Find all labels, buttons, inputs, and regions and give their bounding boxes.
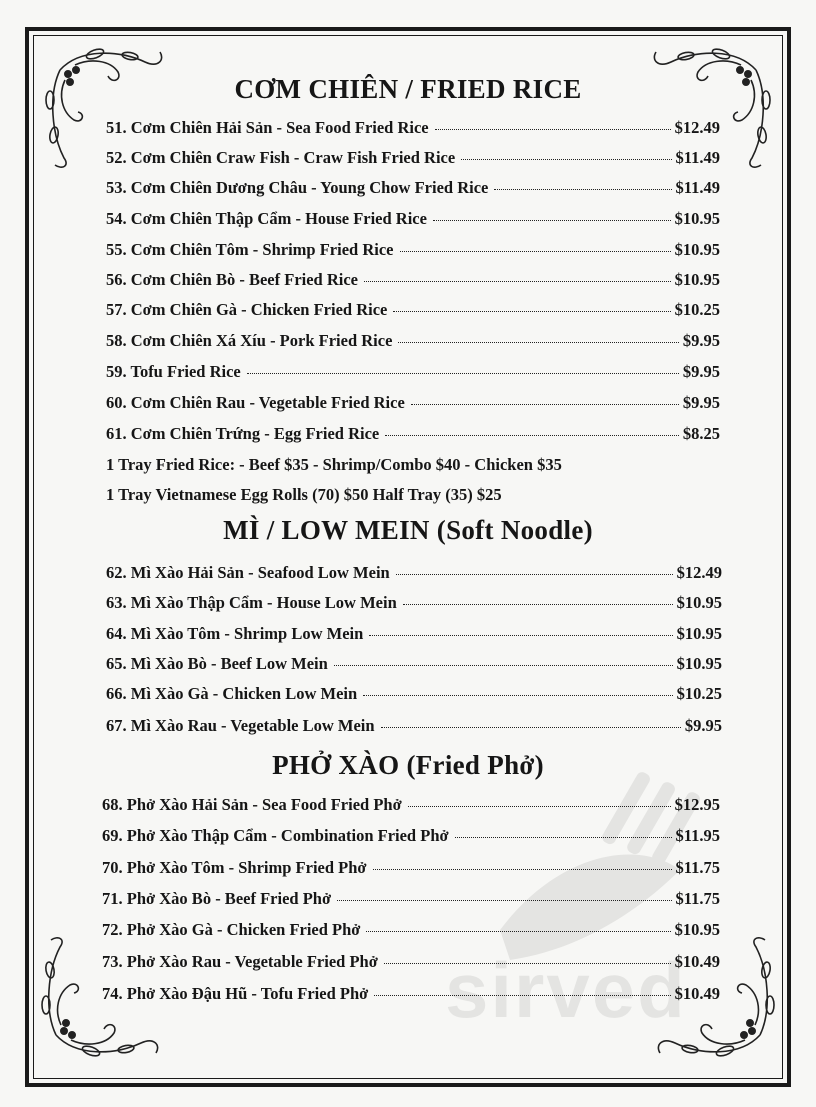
item-name: 54. Cơm Chiên Thập Cẩm - House Fried Rice	[106, 209, 427, 228]
menu-item	[102, 889, 720, 909]
menu-item	[106, 240, 720, 260]
dot-leader	[411, 404, 679, 405]
item-name: 74. Phở Xào Đậu Hũ - Tofu Fried Phở	[102, 984, 369, 1003]
item-name: 59. Tofu Fried Rice	[106, 362, 241, 381]
menu-item	[106, 563, 722, 583]
menu-item	[106, 148, 720, 168]
menu-item	[102, 795, 720, 815]
item-name: 57. Cơm Chiên Gà - Chicken Fried Rice	[106, 300, 388, 319]
item-name: 71. Phở Xào Bò - Beef Fried Phở	[102, 889, 332, 908]
tray-pricing-line: 1 Tray Vietnamese Egg Rolls (70) $50 Half Tray (35) $25	[106, 485, 502, 504]
section-title-fried-rice: CƠM CHIÊN / FRIED RICE	[234, 74, 582, 104]
item-price: $12.95	[674, 795, 720, 814]
item-name: 64. Mì Xào Tôm - Shrimp Low Mein	[106, 624, 364, 643]
tray-pricing-line: 1 Tray Fried Rice: - Beef $35 - Shrimp/Combo $40 - Chicken $35	[106, 455, 562, 474]
item-price: $11.75	[675, 858, 720, 877]
item-price: $11.49	[675, 178, 720, 197]
item-name: 52. Cơm Chiên Craw Fish - Craw Fish Fried Rice	[106, 148, 456, 167]
item-name: 60. Cơm Chiên Rau - Vegetable Fried Rice	[106, 393, 405, 412]
menu-item	[102, 858, 720, 878]
item-price: $10.95	[674, 240, 720, 259]
item-name: 69. Phở Xào Thập Cẩm - Combination Fried Phở	[102, 826, 449, 845]
menu-item	[106, 424, 720, 444]
dot-leader	[455, 837, 672, 838]
item-price: $10.25	[676, 684, 722, 703]
item-name: 55. Cơm Chiên Tôm - Shrimp Fried Rice	[106, 240, 394, 259]
item-price: $11.95	[675, 826, 720, 845]
item-price: $10.95	[676, 624, 722, 643]
menu-item	[106, 684, 722, 704]
menu-item	[106, 716, 722, 736]
item-price: $10.95	[676, 593, 722, 612]
item-price: $10.95	[676, 654, 722, 673]
dot-leader	[247, 373, 679, 374]
dot-leader	[337, 900, 671, 901]
item-price: $10.25	[674, 300, 720, 319]
dot-leader	[369, 635, 672, 636]
menu-item	[106, 393, 720, 413]
item-price: $10.49	[674, 952, 720, 971]
item-price: $10.95	[674, 270, 720, 289]
menu-item	[106, 300, 720, 320]
item-price: $9.95	[682, 393, 720, 412]
item-name: 61. Cơm Chiên Trứng - Egg Fried Rice	[106, 424, 380, 443]
item-price: $10.95	[674, 920, 720, 939]
item-name: 62. Mì Xào Hải Sản - Seafood Low Mein	[106, 563, 390, 582]
dot-leader	[374, 995, 670, 996]
item-name: 56. Cơm Chiên Bò - Beef Fried Rice	[106, 270, 359, 289]
menu-item	[106, 209, 720, 229]
dot-leader	[381, 727, 681, 728]
menu-item	[102, 952, 720, 972]
item-price: $11.75	[675, 889, 720, 908]
menu-item	[102, 826, 720, 846]
item-name: 68. Phở Xào Hải Sản - Sea Food Fried Phở	[102, 795, 402, 814]
item-price: $10.49	[674, 984, 720, 1003]
dot-leader	[396, 574, 673, 575]
menu-item	[106, 118, 720, 138]
item-name: 67. Mì Xào Rau - Vegetable Low Mein	[106, 716, 375, 735]
item-price: $9.95	[684, 716, 722, 735]
dot-leader	[364, 281, 671, 282]
dot-leader	[393, 311, 670, 312]
menu-item	[106, 593, 722, 613]
dot-leader	[363, 695, 672, 696]
item-price: $10.95	[674, 209, 720, 228]
dot-leader	[461, 159, 671, 160]
item-price: $9.95	[682, 331, 720, 350]
item-name: 72. Phở Xào Gà - Chicken Fried Phở	[102, 920, 361, 939]
item-name: 53. Cơm Chiên Dương Châu - Young Chow Fried Rice	[106, 178, 489, 197]
dot-leader	[366, 931, 670, 932]
menu-item	[106, 270, 720, 290]
dot-leader	[398, 342, 678, 343]
item-name: 66. Mì Xào Gà - Chicken Low Mein	[106, 684, 358, 703]
menu-item	[106, 654, 722, 674]
menu-item	[102, 984, 720, 1004]
dot-leader	[433, 220, 671, 221]
menu-item	[102, 920, 720, 940]
item-name: 63. Mì Xào Thập Cẩm - House Low Mein	[106, 593, 397, 612]
watermark-text: sirved	[445, 946, 687, 1034]
menu-item	[106, 362, 720, 382]
section-title-low-mein: MÌ / LOW MEIN (Soft Noodle)	[223, 515, 593, 545]
menu-item	[106, 178, 720, 198]
dot-leader	[403, 604, 673, 605]
item-price: $9.95	[682, 362, 720, 381]
dot-leader	[435, 129, 671, 130]
dot-leader	[400, 251, 671, 252]
menu-item	[106, 624, 722, 644]
item-price: $8.25	[682, 424, 720, 443]
dot-leader	[408, 806, 671, 807]
dot-leader	[373, 869, 672, 870]
item-name: 58. Cơm Chiên Xá Xíu - Pork Fried Rice	[106, 331, 393, 350]
item-name: 70. Phở Xào Tôm - Shrimp Fried Phở	[102, 858, 367, 877]
dot-leader	[384, 963, 671, 964]
item-name: 65. Mì Xào Bò - Beef Low Mein	[106, 654, 328, 673]
section-title-pho-xao: PHỞ XÀO (Fried Phở)	[272, 750, 544, 780]
dot-leader	[494, 189, 671, 190]
dot-leader	[385, 435, 679, 436]
item-price: $11.49	[675, 148, 720, 167]
item-name: 51. Cơm Chiên Hải Sản - Sea Food Fried Rice	[106, 118, 429, 137]
menu-item	[106, 331, 720, 351]
item-name: 73. Phở Xào Rau - Vegetable Fried Phở	[102, 952, 378, 971]
dot-leader	[334, 665, 673, 666]
item-price: $12.49	[674, 118, 720, 137]
item-price: $12.49	[676, 563, 722, 582]
